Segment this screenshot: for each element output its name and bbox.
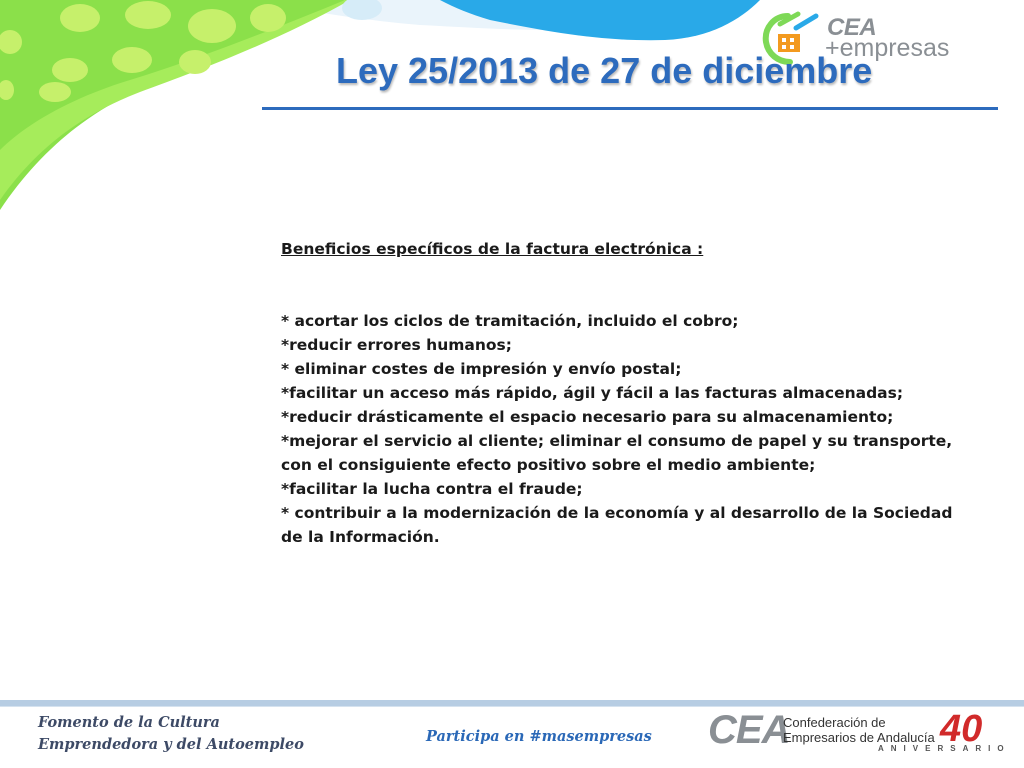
benefit-item: *facilitar un acceso más rápido, ágil y fácil a las facturas almacenadas; xyxy=(281,384,904,402)
footer-rule-thin xyxy=(0,706,1024,707)
benefit-item: *mejorar el servicio al cliente; eliminar el consumo de papel y su transporte, con el consiguiente efecto positivo sobre el medio ambiente; xyxy=(281,432,953,474)
benefit-item: * eliminar costes de impresión y envío postal; xyxy=(281,360,682,378)
header-logo-cea: CEA xyxy=(827,14,877,41)
footer-hashtag: Participa en #masempresas xyxy=(426,728,652,745)
benefit-item: *facilitar la lucha contra el fraude; xyxy=(281,480,583,498)
title-underline xyxy=(262,107,998,110)
benefits-heading: Beneficios específicos de la factura electrónica : xyxy=(281,240,704,258)
header-logo-empresas: +empresas xyxy=(825,34,950,62)
footer-program-name xyxy=(38,712,304,756)
benefit-item: * contribuir a la modernización de la economía y al desarrollo de la Sociedad de la Información. xyxy=(281,504,953,546)
footer-logo-40: 40 xyxy=(940,708,983,750)
footer-left-line2: Emprendedora y del Autoempleo xyxy=(38,736,304,753)
benefit-item: *reducir drásticamente el espacio necesario para su almacenamiento; xyxy=(281,408,894,426)
benefit-item: * acortar los ciclos de tramitación, incluido el cobro; xyxy=(281,312,739,330)
footer-logo-line1: Confederación de xyxy=(783,715,886,730)
footer-logo-line2: Empresarios de Andalucía xyxy=(783,730,935,745)
footer-logo-text xyxy=(783,715,935,745)
slide-content xyxy=(281,237,961,549)
footer-left-line1: Fomento de la Cultura xyxy=(38,714,220,731)
benefit-item: *reducir errores humanos; xyxy=(281,336,512,354)
footer-logo-aniversario: ANIVERSARIO xyxy=(878,744,1011,753)
slide-title: Ley 25/2013 de 27 de diciembre xyxy=(336,50,873,91)
footer-logo-cea: CEA xyxy=(708,708,790,752)
